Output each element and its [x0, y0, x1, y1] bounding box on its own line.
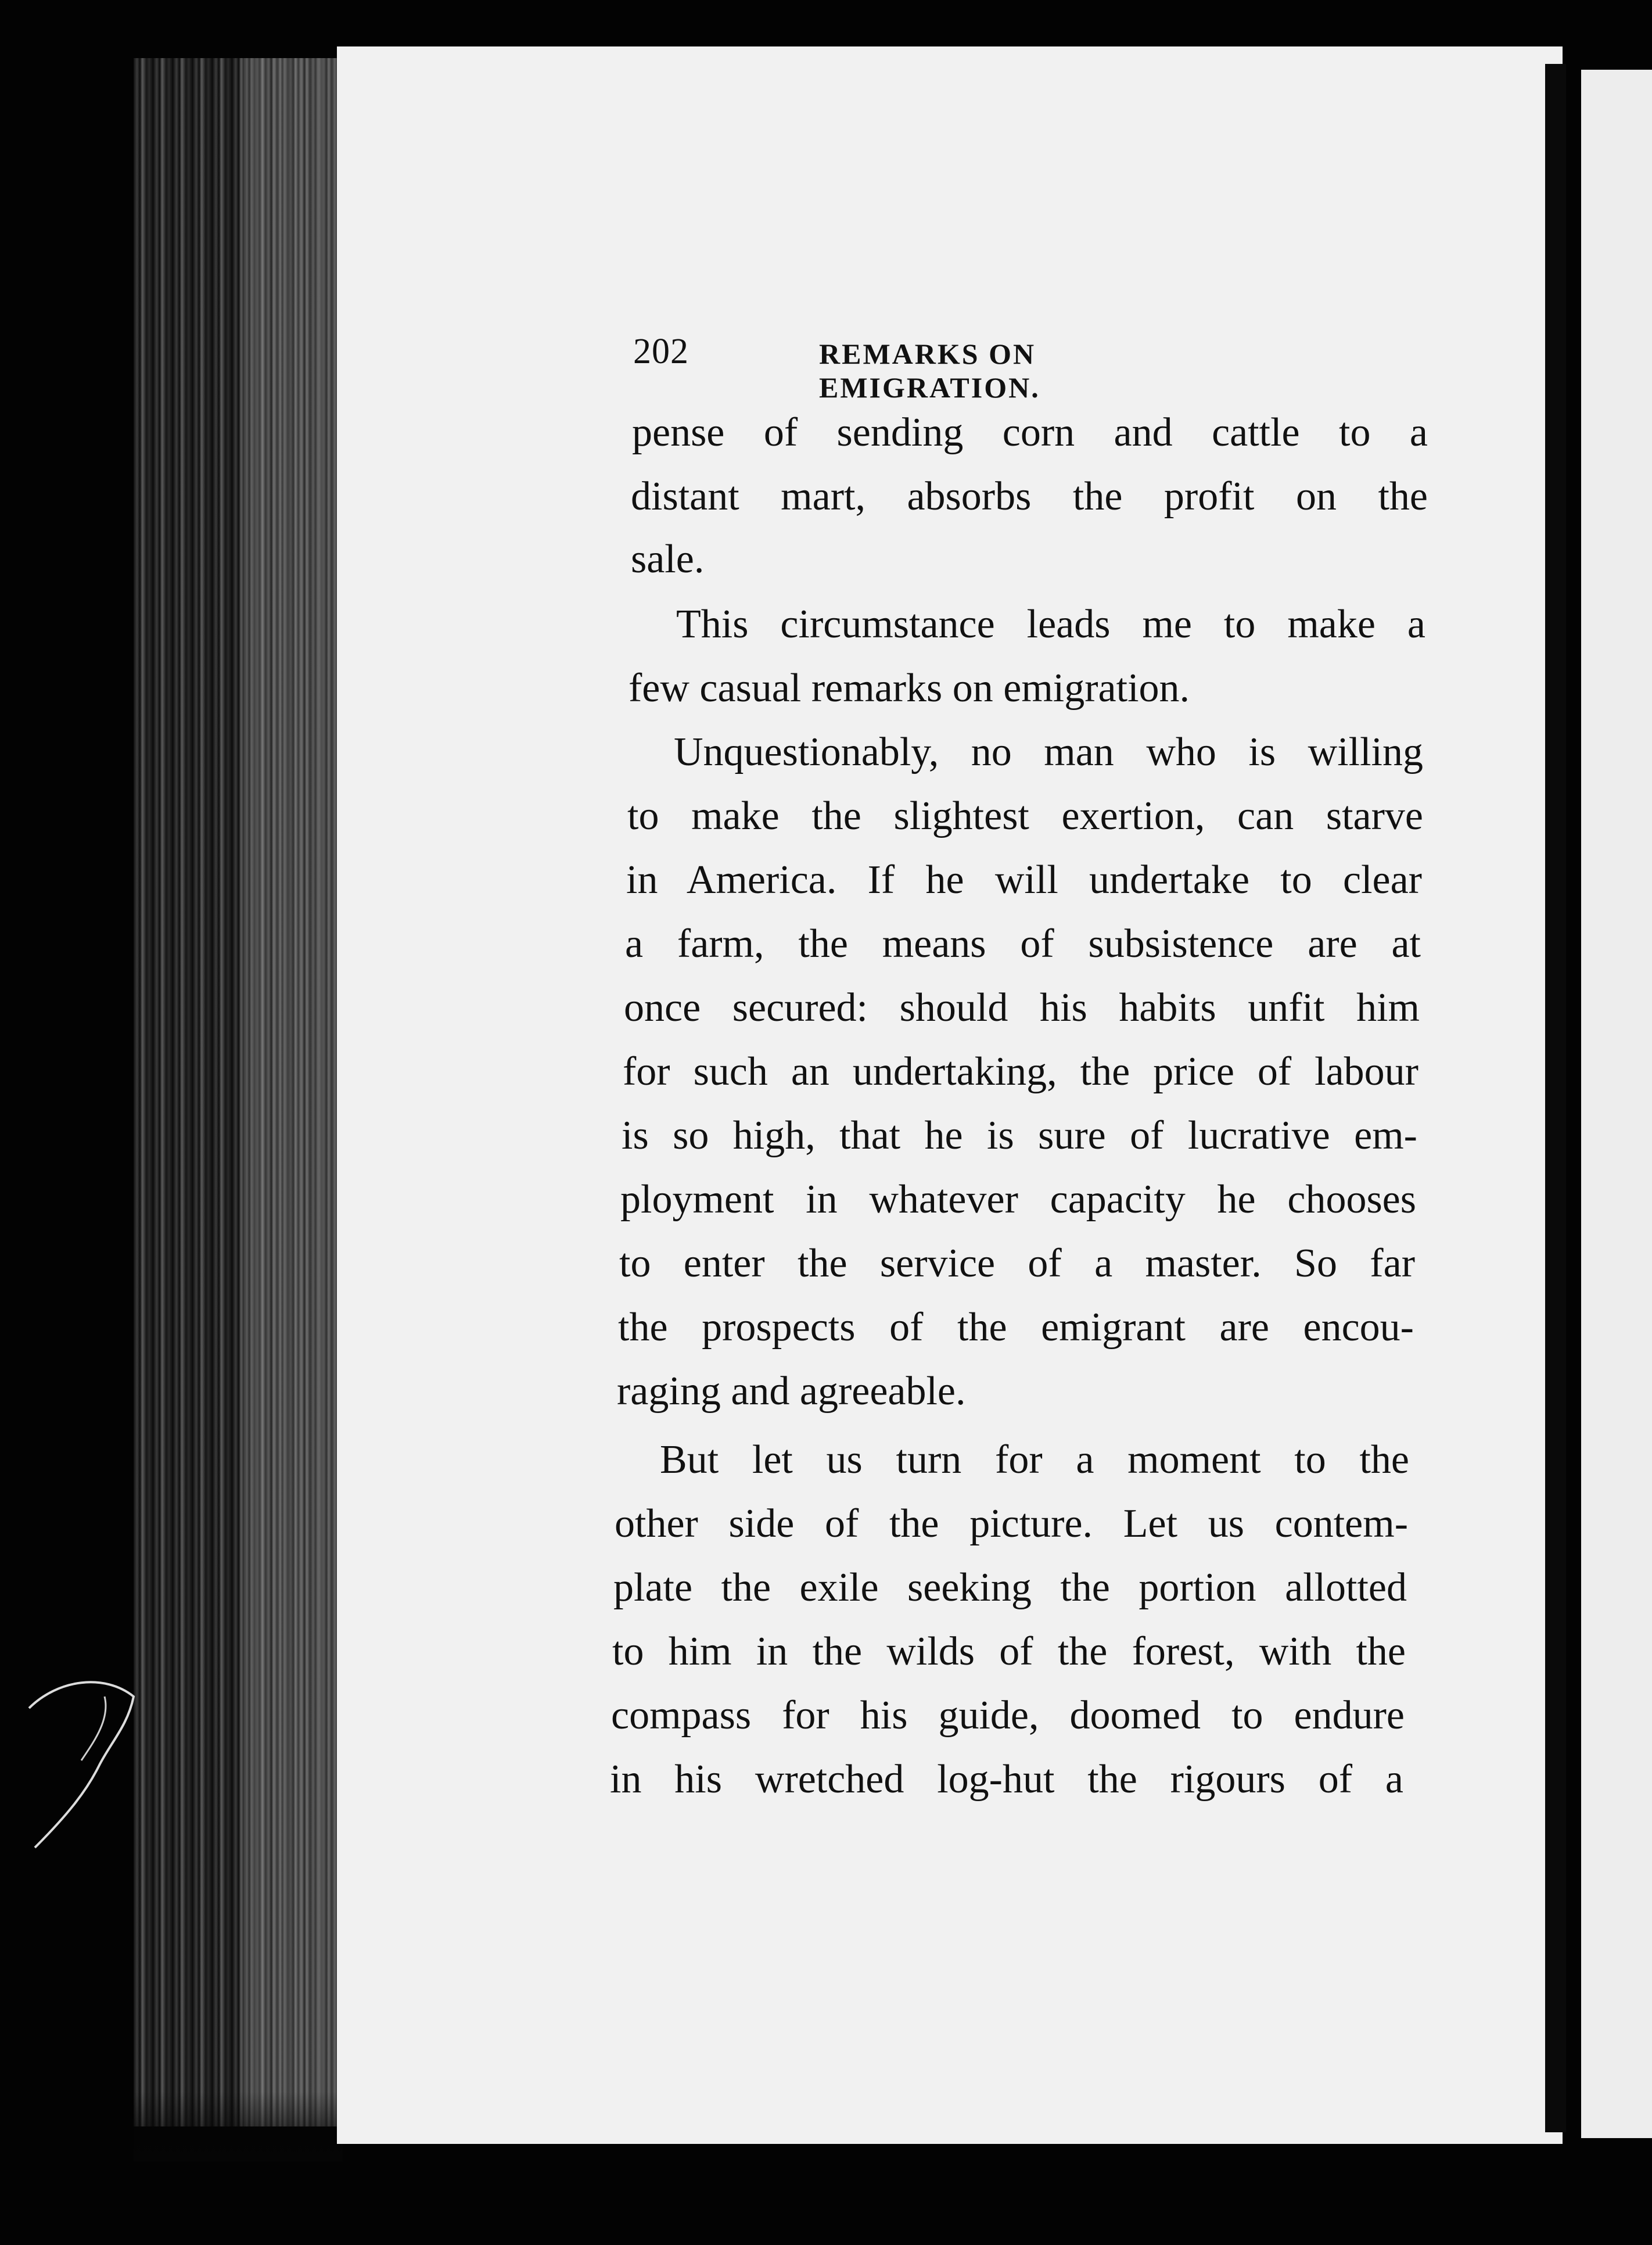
text-line: is so high, that he is sure of lucrative em- — [622, 1113, 1417, 1158]
text-line: few casual remarks on emigration. — [629, 666, 1190, 711]
text-line: raging and agreeable. — [617, 1369, 966, 1414]
text-line: to him in the wilds of the forest, with the — [612, 1629, 1406, 1674]
text-line: once secured: should his habits unfit him — [624, 985, 1420, 1030]
text-line: to enter the service of a master. So far — [619, 1241, 1415, 1286]
text-line: in America. If he will undertake to clear — [626, 858, 1422, 902]
text-line: This circumstance leads me to make a — [676, 602, 1425, 647]
text-line: the prospects of the emigrant are encou- — [618, 1305, 1414, 1350]
text-line: other side of the picture. Let us contem- — [615, 1501, 1408, 1546]
text-line: plate the exile seeking the portion allotted — [613, 1565, 1407, 1610]
text-line: for such an undertaking, the price of labour — [623, 1049, 1418, 1094]
text-line: distant mart, absorbs the profit on the — [631, 474, 1428, 519]
text-line: compass for his guide, doomed to endure — [611, 1693, 1405, 1738]
text-line: to make the slightest exertion, can starve — [627, 794, 1423, 838]
text-line: But let us turn for a moment to the — [660, 1437, 1409, 1482]
text-line: pense of sending corn and cattle to a — [632, 410, 1428, 455]
text-line: a farm, the means of subsistence are at — [625, 921, 1421, 966]
running-head: REMARKS ON EMIGRATION. — [819, 338, 1040, 404]
page-number: 202 — [633, 332, 689, 371]
text-line: in his wretched log-hut the rigours of a — [610, 1757, 1403, 1802]
text-line: ployment in whatever capacity he chooses — [620, 1177, 1416, 1222]
text-line: Unquestionably, no man who is willing — [674, 730, 1423, 774]
text-line: sale. — [631, 537, 705, 582]
